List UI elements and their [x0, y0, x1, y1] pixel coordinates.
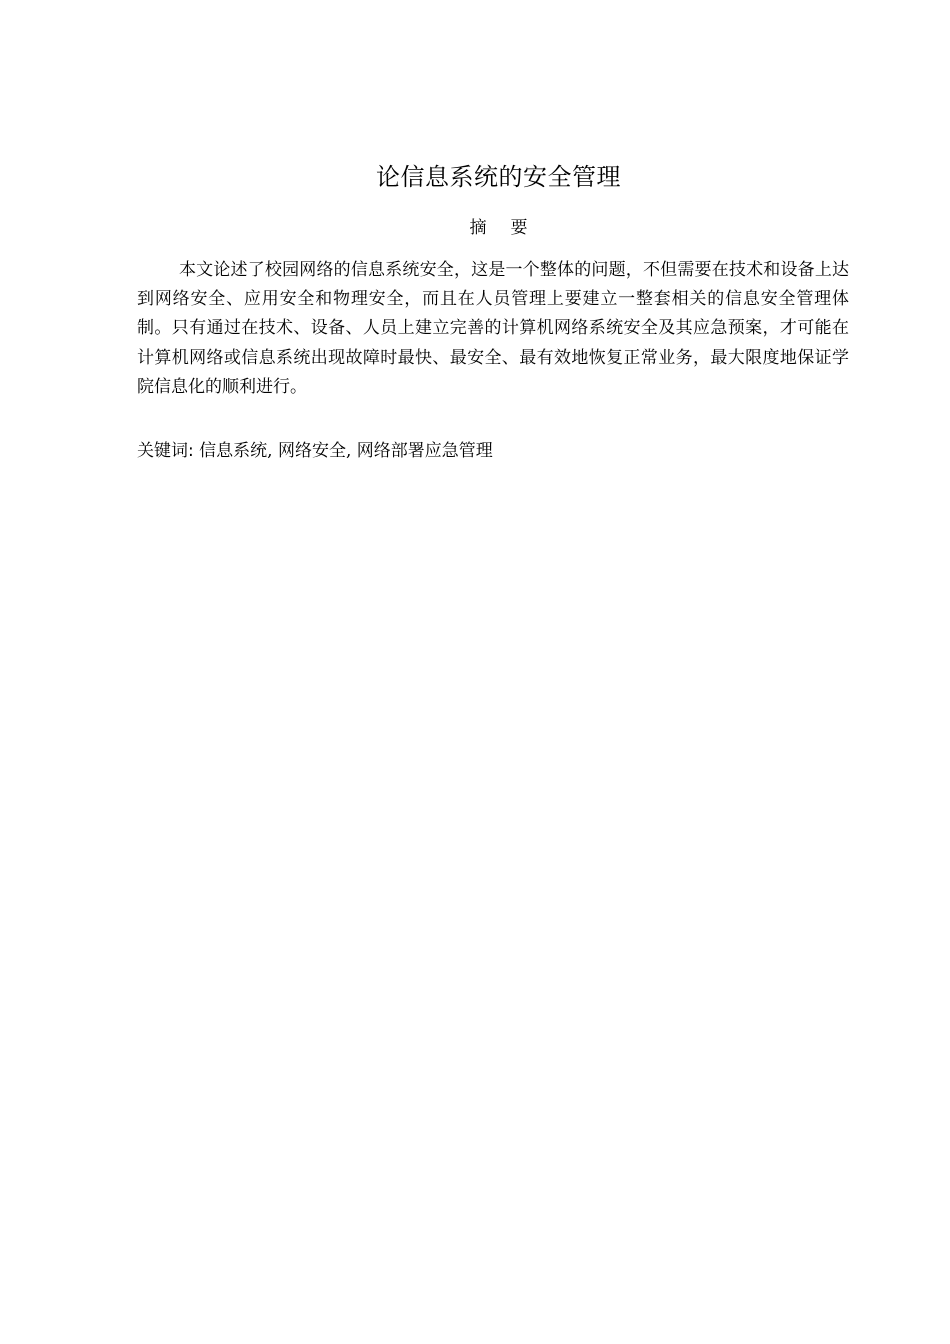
keywords-line: [137, 437, 849, 465]
keywords-values: 信息系统, 网络安全, 网络部署应急管理: [193, 441, 493, 461]
abstract-heading-char-1: 摘: [469, 218, 487, 238]
document-title: 论信息系统的安全管理: [376, 163, 621, 191]
abstract-heading: [0, 214, 950, 242]
abstract-body: 本文论述了校园网络的信息系统安全，这是一个整体的问题，不但需要在技术和设备上达到网络安全、应用安全和物理安全，而且在人员管理上要建立一整套相关的信息安全管理体制。只有通过在技术、设备、人员上建立完善的计算机网络系统安全及其应急预案，才可能在计算机网络或信息系统出现故障时最快、最安全、最有效地恢复正常业务，最大限度地保证学院信息化的顺利进行。: [137, 260, 849, 397]
abstract-heading-char-2: 要: [510, 218, 528, 238]
keywords-label: 关键词:: [137, 441, 194, 461]
